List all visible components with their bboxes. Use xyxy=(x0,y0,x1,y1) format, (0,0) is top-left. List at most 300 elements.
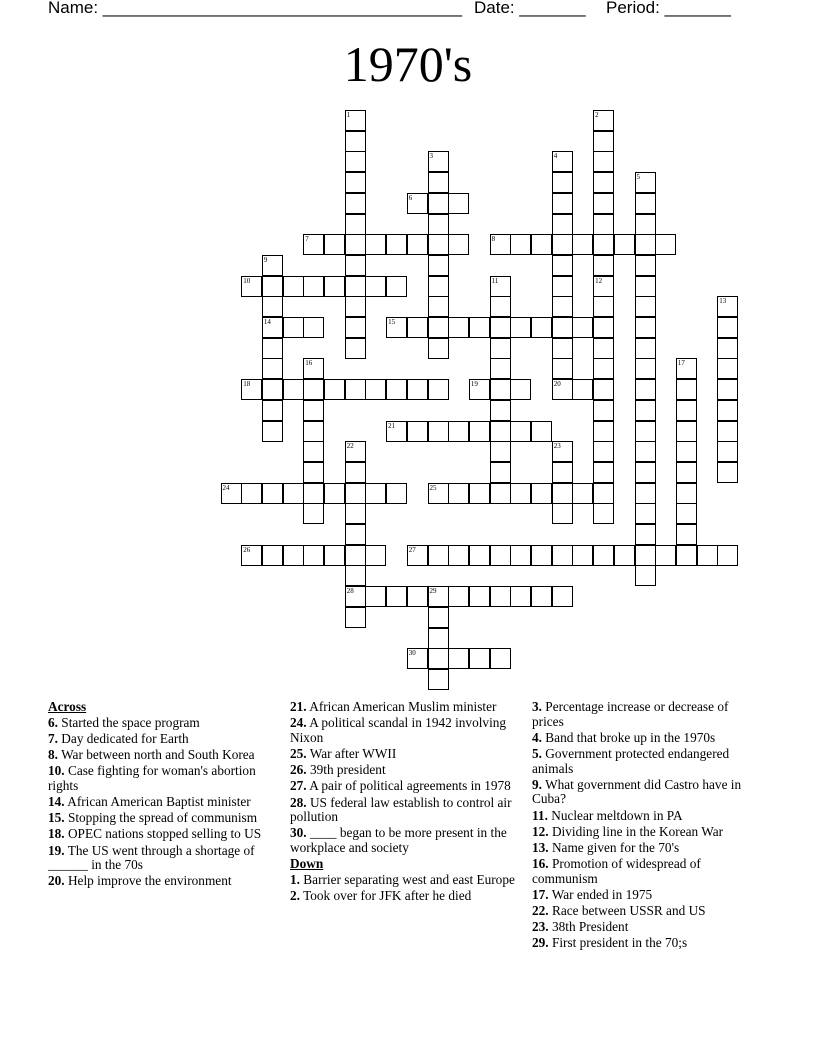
grid-cell[interactable] xyxy=(324,234,345,255)
grid-cell[interactable] xyxy=(448,317,469,338)
grid-cell[interactable] xyxy=(283,379,304,400)
grid-cell[interactable] xyxy=(262,379,283,400)
grid-cell[interactable] xyxy=(345,234,366,255)
clue-number: 25. xyxy=(290,745,307,761)
clue-text: Promotion of widespread of communism xyxy=(532,856,701,886)
grid-cell[interactable] xyxy=(593,131,614,152)
clue-number-label: 27 xyxy=(408,545,416,554)
clue-number-label: 23 xyxy=(553,442,561,451)
grid-cell[interactable] xyxy=(490,317,511,338)
grid-cell[interactable] xyxy=(635,234,656,255)
grid-cell[interactable] xyxy=(365,379,386,400)
grid-cell[interactable] xyxy=(490,441,511,462)
grid-cell[interactable] xyxy=(386,234,407,255)
clue-number-label: 19 xyxy=(470,380,478,389)
clue-item xyxy=(48,874,276,889)
grid-cell[interactable] xyxy=(241,379,262,400)
grid-cell[interactable] xyxy=(386,421,407,442)
grid-cell[interactable] xyxy=(593,214,614,235)
grid-cell[interactable] xyxy=(345,172,366,193)
grid-cell[interactable] xyxy=(717,400,738,421)
grid-cell[interactable] xyxy=(510,317,531,338)
grid-cell[interactable] xyxy=(241,545,262,566)
grid-cell[interactable] xyxy=(531,421,552,442)
grid-cell[interactable] xyxy=(593,317,614,338)
grid-cell[interactable] xyxy=(676,379,697,400)
grid-cell[interactable] xyxy=(428,586,449,607)
grid-cell[interactable] xyxy=(428,234,449,255)
clue-item xyxy=(290,763,515,778)
grid-cell[interactable] xyxy=(262,400,283,421)
grid-cell[interactable] xyxy=(407,193,428,214)
grid-cell[interactable] xyxy=(283,317,304,338)
grid-cell[interactable] xyxy=(345,296,366,317)
grid-cell[interactable] xyxy=(262,483,283,504)
clue-text: Government protected endangered animals xyxy=(532,745,730,776)
grid-cell[interactable] xyxy=(552,255,573,276)
grid-cell[interactable] xyxy=(490,483,511,504)
clue-item xyxy=(532,904,752,919)
grid-cell[interactable] xyxy=(552,296,573,317)
clue-text: Stopping the spread of communism xyxy=(64,810,258,826)
grid-cell[interactable] xyxy=(593,296,614,317)
clue-number: 19. xyxy=(48,842,65,858)
grid-cell[interactable] xyxy=(283,545,304,566)
grid-cell[interactable] xyxy=(552,193,573,214)
grid-cell[interactable] xyxy=(469,648,490,669)
grid-cell[interactable] xyxy=(635,276,656,297)
across-heading: Across xyxy=(48,699,87,714)
grid-cell[interactable] xyxy=(448,421,469,442)
grid-cell[interactable] xyxy=(593,545,614,566)
clue-number-label: 29 xyxy=(429,587,437,596)
grid-cell[interactable] xyxy=(531,545,552,566)
grid-cell[interactable] xyxy=(635,441,656,462)
grid-cell[interactable] xyxy=(490,586,511,607)
grid-cell[interactable] xyxy=(345,214,366,235)
grid-cell[interactable] xyxy=(345,151,366,172)
grid-cell[interactable] xyxy=(635,379,656,400)
grid-cell[interactable] xyxy=(345,276,366,297)
grid-cell[interactable] xyxy=(676,421,697,442)
grid-cell[interactable] xyxy=(552,483,573,504)
grid-cell[interactable] xyxy=(614,234,635,255)
grid-cell[interactable] xyxy=(262,421,283,442)
grid-cell[interactable] xyxy=(593,110,614,131)
clue-number-label: 30 xyxy=(408,649,416,658)
clue-number-label: 12 xyxy=(595,276,603,285)
grid-cell[interactable] xyxy=(572,379,593,400)
grid-cell[interactable] xyxy=(717,462,738,483)
grid-cell[interactable] xyxy=(345,462,366,483)
grid-cell[interactable] xyxy=(407,648,428,669)
grid-cell[interactable] xyxy=(635,317,656,338)
grid-cell[interactable] xyxy=(552,276,573,297)
grid-cell[interactable] xyxy=(428,648,449,669)
grid-cell[interactable] xyxy=(593,358,614,379)
grid-cell[interactable] xyxy=(345,586,366,607)
grid-cell[interactable] xyxy=(407,586,428,607)
grid-cell[interactable] xyxy=(469,586,490,607)
grid-cell[interactable] xyxy=(428,172,449,193)
grid-cell[interactable] xyxy=(635,214,656,235)
grid-cell[interactable] xyxy=(490,358,511,379)
clue-item xyxy=(532,809,752,824)
grid-cell[interactable] xyxy=(593,379,614,400)
grid-cell[interactable] xyxy=(635,545,656,566)
grid-cell[interactable] xyxy=(635,338,656,359)
clues-column-1 xyxy=(48,700,276,890)
grid-cell[interactable] xyxy=(552,441,573,462)
grid-cell[interactable] xyxy=(428,214,449,235)
clue-number: 28. xyxy=(290,794,307,810)
grid-cell[interactable] xyxy=(303,441,324,462)
clue-item xyxy=(48,795,276,810)
grid-cell[interactable] xyxy=(635,524,656,545)
clue-number-label: 18 xyxy=(243,380,251,389)
grid-cell[interactable] xyxy=(407,421,428,442)
grid-cell[interactable] xyxy=(531,586,552,607)
grid-cell[interactable] xyxy=(303,276,324,297)
grid-cell[interactable] xyxy=(635,421,656,442)
grid-cell[interactable] xyxy=(635,172,656,193)
grid-cell[interactable] xyxy=(262,317,283,338)
grid-cell[interactable] xyxy=(552,317,573,338)
grid-cell[interactable] xyxy=(531,483,552,504)
grid-cell[interactable] xyxy=(345,131,366,152)
grid-cell[interactable] xyxy=(428,276,449,297)
grid-cell[interactable] xyxy=(593,151,614,172)
grid-cell[interactable] xyxy=(428,483,449,504)
grid-cell[interactable] xyxy=(676,545,697,566)
grid-cell[interactable] xyxy=(490,379,511,400)
grid-cell[interactable] xyxy=(365,483,386,504)
clue-number: 14. xyxy=(48,793,65,809)
grid-cell[interactable] xyxy=(572,234,593,255)
grid-cell[interactable] xyxy=(428,669,449,690)
clue-number-label: 4 xyxy=(553,152,558,161)
clue-item xyxy=(48,844,276,873)
clue-number: 22. xyxy=(532,903,549,919)
grid-cell[interactable] xyxy=(262,338,283,359)
grid-cell[interactable] xyxy=(490,296,511,317)
grid-cell[interactable] xyxy=(490,276,511,297)
grid-cell[interactable] xyxy=(552,172,573,193)
clue-text: What government did Castro have in Cuba? xyxy=(532,776,742,807)
grid-cell[interactable] xyxy=(676,400,697,421)
clue-item xyxy=(290,700,515,715)
grid-cell[interactable] xyxy=(386,379,407,400)
grid-cell[interactable] xyxy=(345,545,366,566)
grid-cell[interactable] xyxy=(428,607,449,628)
grid-cell[interactable] xyxy=(655,234,676,255)
grid-cell[interactable] xyxy=(552,462,573,483)
grid-cell[interactable] xyxy=(448,193,469,214)
grid-cell[interactable] xyxy=(469,317,490,338)
grid-cell[interactable] xyxy=(655,545,676,566)
clue-text: Percentage increase or decrease of prices xyxy=(532,699,729,729)
grid-cell[interactable] xyxy=(345,317,366,338)
grid-cell[interactable] xyxy=(717,317,738,338)
grid-cell[interactable] xyxy=(635,565,656,586)
grid-cell[interactable] xyxy=(717,296,738,317)
grid-cell[interactable] xyxy=(531,234,552,255)
grid-cell[interactable] xyxy=(717,338,738,359)
grid-cell[interactable] xyxy=(386,586,407,607)
clue-item xyxy=(532,936,752,951)
grid-cell[interactable] xyxy=(324,545,345,566)
grid-cell[interactable] xyxy=(448,586,469,607)
clue-item xyxy=(290,889,515,904)
grid-cell[interactable] xyxy=(407,545,428,566)
grid-cell[interactable] xyxy=(572,483,593,504)
grid-cell[interactable] xyxy=(365,586,386,607)
grid-cell[interactable] xyxy=(635,483,656,504)
grid-cell[interactable] xyxy=(262,276,283,297)
clue-number-label: 3 xyxy=(429,152,433,161)
grid-cell[interactable] xyxy=(717,358,738,379)
grid-cell[interactable] xyxy=(386,317,407,338)
grid-cell[interactable] xyxy=(676,524,697,545)
grid-cell[interactable] xyxy=(490,545,511,566)
grid-cell[interactable] xyxy=(469,379,490,400)
clue-text: Case fighting for woman's abortion rights xyxy=(48,763,256,793)
grid-cell[interactable] xyxy=(593,338,614,359)
grid-cell[interactable] xyxy=(593,193,614,214)
grid-cell[interactable] xyxy=(552,358,573,379)
grid-cell[interactable] xyxy=(510,483,531,504)
grid-cell[interactable] xyxy=(428,296,449,317)
grid-cell[interactable] xyxy=(345,483,366,504)
grid-cell[interactable] xyxy=(303,462,324,483)
grid-cell[interactable] xyxy=(324,379,345,400)
grid-cell[interactable] xyxy=(303,358,324,379)
clue-number-label: 13 xyxy=(719,297,727,306)
grid-cell[interactable] xyxy=(635,255,656,276)
grid-cell[interactable] xyxy=(552,234,573,255)
grid-cell[interactable] xyxy=(303,483,324,504)
grid-cell[interactable] xyxy=(303,379,324,400)
clue-number-label: 25 xyxy=(429,483,437,492)
grid-cell[interactable] xyxy=(241,483,262,504)
grid-cell[interactable] xyxy=(345,193,366,214)
grid-cell[interactable] xyxy=(345,110,366,131)
grid-cell[interactable] xyxy=(365,545,386,566)
grid-cell[interactable] xyxy=(676,441,697,462)
grid-cell[interactable] xyxy=(303,545,324,566)
grid-cell[interactable] xyxy=(635,296,656,317)
grid-cell[interactable] xyxy=(386,276,407,297)
grid-cell[interactable] xyxy=(531,317,552,338)
grid-cell[interactable] xyxy=(490,421,511,442)
grid-cell[interactable] xyxy=(490,462,511,483)
grid-cell[interactable] xyxy=(365,234,386,255)
grid-cell[interactable] xyxy=(572,545,593,566)
grid-cell[interactable] xyxy=(717,545,738,566)
grid-cell[interactable] xyxy=(262,358,283,379)
grid-cell[interactable] xyxy=(593,172,614,193)
grid-cell[interactable] xyxy=(241,276,262,297)
clue-number-label: 5 xyxy=(636,173,640,182)
grid-cell[interactable] xyxy=(593,462,614,483)
clue-item xyxy=(532,841,752,856)
grid-cell[interactable] xyxy=(345,607,366,628)
grid-cell[interactable] xyxy=(676,462,697,483)
grid-cell[interactable] xyxy=(593,483,614,504)
clue-number-label: 10 xyxy=(243,276,251,285)
grid-cell[interactable] xyxy=(717,441,738,462)
grid-cell[interactable] xyxy=(428,379,449,400)
grid-cell[interactable] xyxy=(510,234,531,255)
grid-cell[interactable] xyxy=(510,586,531,607)
grid-cell[interactable] xyxy=(221,483,242,504)
name-field[interactable]: Name: ______________________________________ xyxy=(48,0,463,17)
clue-text: The US went through a shortage of ______ in the 70s xyxy=(48,842,255,873)
grid-cell[interactable] xyxy=(428,421,449,442)
grid-cell[interactable] xyxy=(345,503,366,524)
grid-cell[interactable] xyxy=(283,276,304,297)
clue-number: 24. xyxy=(290,715,307,731)
grid-cell[interactable] xyxy=(345,379,366,400)
clue-number: 20. xyxy=(48,873,65,889)
grid-cell[interactable] xyxy=(283,483,304,504)
grid-cell[interactable] xyxy=(635,193,656,214)
clue-text: First president in the 70;s xyxy=(548,935,688,951)
grid-cell[interactable] xyxy=(593,503,614,524)
grid-cell[interactable] xyxy=(469,483,490,504)
grid-cell[interactable] xyxy=(428,151,449,172)
grid-cell[interactable] xyxy=(593,234,614,255)
grid-cell[interactable] xyxy=(324,483,345,504)
clue-number: 2. xyxy=(290,887,300,903)
grid-cell[interactable] xyxy=(593,255,614,276)
clue-number: 8. xyxy=(48,746,58,762)
grid-cell[interactable] xyxy=(448,648,469,669)
grid-cell[interactable] xyxy=(386,483,407,504)
clue-text: War between north and South Korea xyxy=(57,746,255,762)
period-field[interactable]: Period: _______ xyxy=(606,0,731,17)
grid-cell[interactable] xyxy=(552,151,573,172)
grid-cell[interactable] xyxy=(407,317,428,338)
clue-item xyxy=(290,826,515,855)
grid-cell[interactable] xyxy=(510,379,531,400)
grid-cell[interactable] xyxy=(635,462,656,483)
grid-cell[interactable] xyxy=(490,648,511,669)
grid-cell[interactable] xyxy=(262,545,283,566)
date-field[interactable]: Date: _______ xyxy=(474,0,586,17)
grid-cell[interactable] xyxy=(469,421,490,442)
clue-number-label: 14 xyxy=(263,318,271,326)
clue-number-label: 1 xyxy=(346,111,351,119)
grid-cell[interactable] xyxy=(428,193,449,214)
grid-cell[interactable] xyxy=(428,338,449,359)
clue-text: Name given for the 70's xyxy=(548,839,680,855)
grid-cell[interactable] xyxy=(593,421,614,442)
grid-cell[interactable] xyxy=(469,545,490,566)
grid-cell[interactable] xyxy=(552,545,573,566)
grid-cell[interactable] xyxy=(448,234,469,255)
clue-item xyxy=(48,732,276,747)
grid-cell[interactable] xyxy=(303,234,324,255)
grid-cell[interactable] xyxy=(303,317,324,338)
clue-number-label: 15 xyxy=(388,318,396,326)
grid-cell[interactable] xyxy=(635,400,656,421)
grid-cell[interactable] xyxy=(490,338,511,359)
grid-cell[interactable] xyxy=(552,586,573,607)
grid-cell[interactable] xyxy=(303,421,324,442)
clue-item xyxy=(532,731,752,746)
grid-cell[interactable] xyxy=(345,338,366,359)
grid-cell[interactable] xyxy=(593,400,614,421)
grid-cell[interactable] xyxy=(428,628,449,649)
grid-cell[interactable] xyxy=(262,255,283,276)
clue-number: 6. xyxy=(48,714,58,730)
grid-cell[interactable] xyxy=(428,545,449,566)
grid-cell[interactable] xyxy=(345,524,366,545)
clue-item xyxy=(532,825,752,840)
grid-cell[interactable] xyxy=(407,234,428,255)
grid-cell[interactable] xyxy=(407,379,428,400)
grid-cell[interactable] xyxy=(510,545,531,566)
grid-cell[interactable] xyxy=(510,421,531,442)
grid-cell[interactable] xyxy=(552,379,573,400)
clues-column-2 xyxy=(290,700,515,905)
grid-cell[interactable] xyxy=(428,317,449,338)
grid-cell[interactable] xyxy=(676,503,697,524)
grid-cell[interactable] xyxy=(428,255,449,276)
grid-cell[interactable] xyxy=(262,296,283,317)
clue-text: War ended in 1975 xyxy=(548,886,653,902)
grid-cell[interactable] xyxy=(572,317,593,338)
clue-number-label: 20 xyxy=(553,380,561,389)
grid-cell[interactable] xyxy=(448,483,469,504)
grid-cell[interactable] xyxy=(345,441,366,462)
grid-cell[interactable] xyxy=(635,503,656,524)
grid-cell[interactable] xyxy=(552,214,573,235)
clue-text: OPEC nations stopped selling to US xyxy=(64,826,262,842)
grid-cell[interactable] xyxy=(614,545,635,566)
grid-cell[interactable] xyxy=(303,503,324,524)
clue-item xyxy=(290,716,515,745)
clue-item xyxy=(290,796,515,825)
clue-number: 5. xyxy=(532,745,542,761)
grid-cell[interactable] xyxy=(365,276,386,297)
clue-number: 16. xyxy=(532,856,549,872)
grid-cell[interactable] xyxy=(324,276,345,297)
grid-cell[interactable] xyxy=(448,545,469,566)
grid-cell[interactable] xyxy=(697,545,718,566)
grid-cell[interactable] xyxy=(303,400,324,421)
grid-cell[interactable] xyxy=(717,379,738,400)
grid-cell[interactable] xyxy=(552,338,573,359)
grid-cell[interactable] xyxy=(593,276,614,297)
grid-cell[interactable] xyxy=(635,358,656,379)
clue-number-label: 28 xyxy=(346,587,354,596)
clue-number-label: 6 xyxy=(408,193,413,202)
grid-cell[interactable] xyxy=(593,441,614,462)
grid-cell[interactable] xyxy=(552,503,573,524)
grid-cell[interactable] xyxy=(345,565,366,586)
clue-text: US federal law establish to control air pollution xyxy=(290,794,512,825)
grid-cell[interactable] xyxy=(676,483,697,504)
grid-cell[interactable] xyxy=(676,358,697,379)
grid-cell[interactable] xyxy=(490,234,511,255)
clue-text: A pair of political agreements in 1978 xyxy=(306,778,511,794)
grid-cell[interactable] xyxy=(717,421,738,442)
clue-number: 12. xyxy=(532,823,549,839)
grid-cell[interactable] xyxy=(490,400,511,421)
grid-cell[interactable] xyxy=(345,255,366,276)
